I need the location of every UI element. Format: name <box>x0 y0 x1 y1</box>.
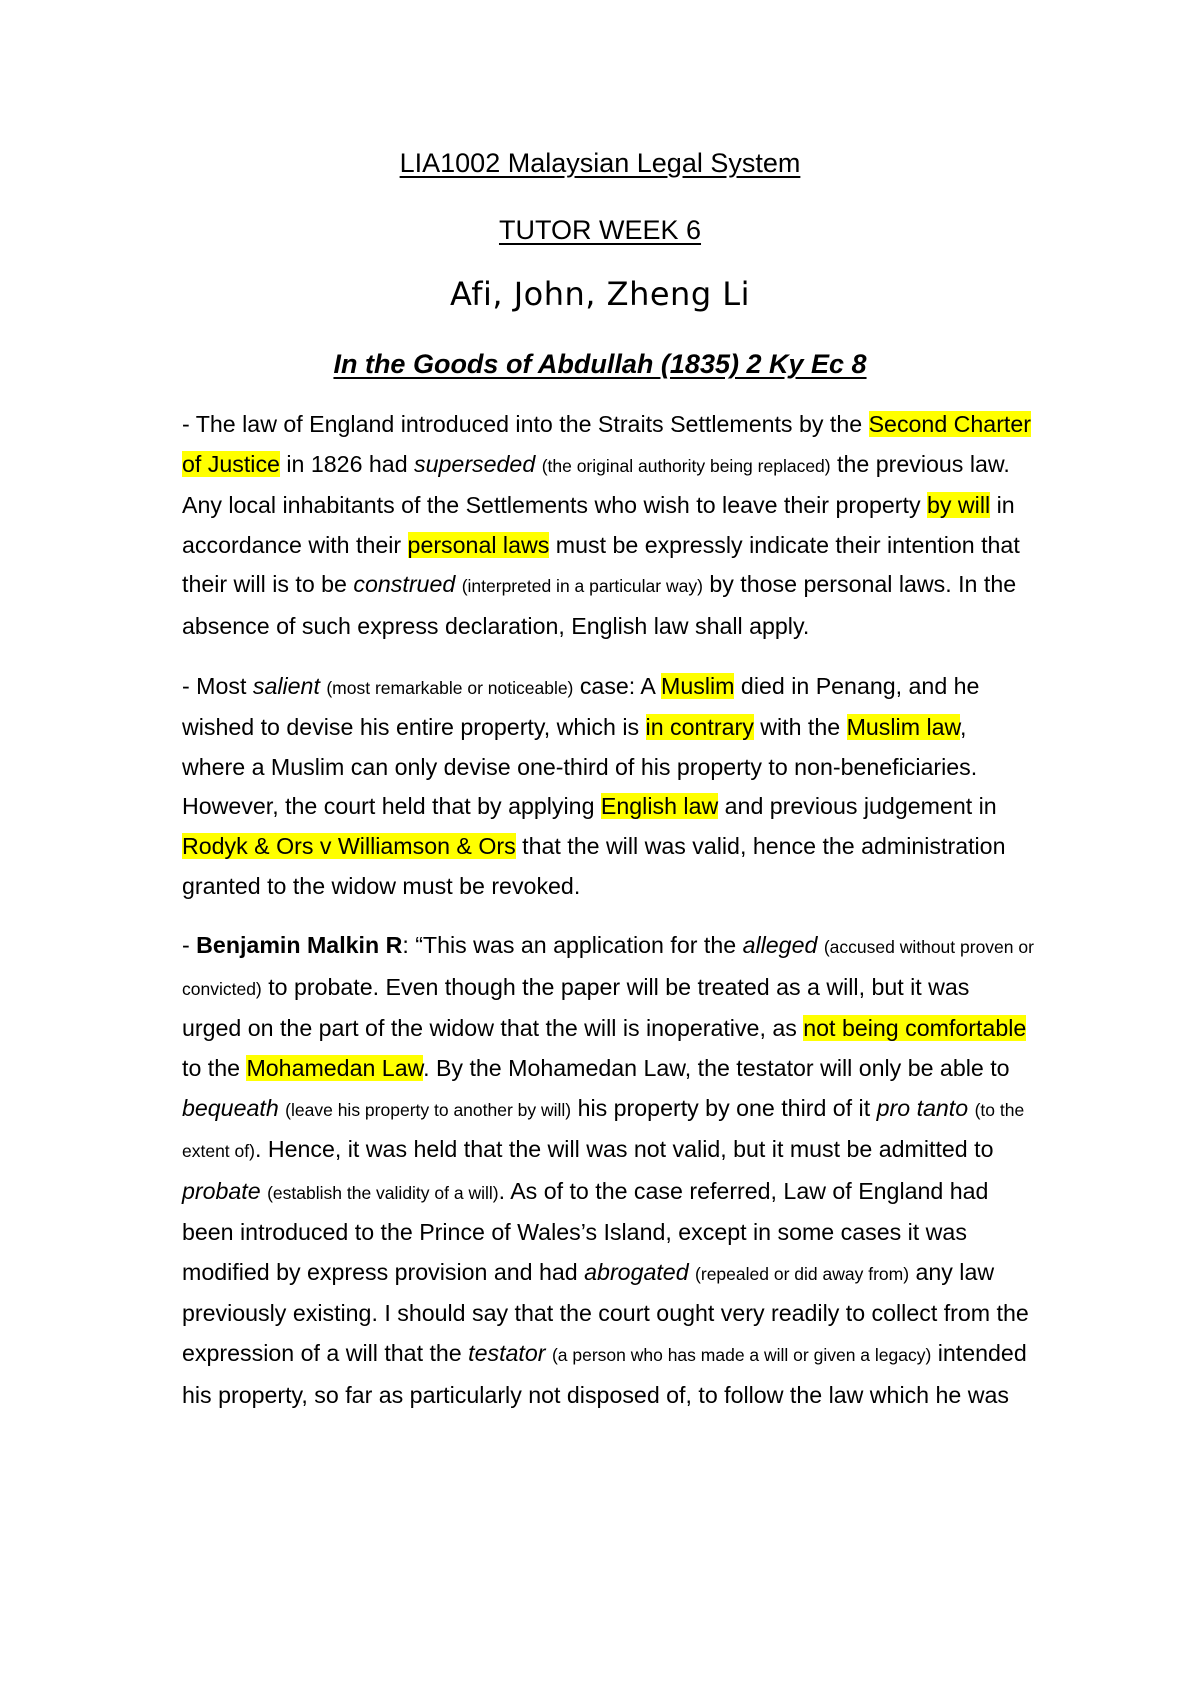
italic-term: probate <box>182 1177 261 1204</box>
document-body <box>182 405 1034 1435</box>
text-run: intended his property, so far as particularly not disposed of, to follow the law which he was <box>182 1340 1027 1408</box>
italic-term: construed <box>353 571 456 598</box>
text-run: - Most <box>182 672 253 699</box>
text-run: in 1826 had <box>279 450 415 477</box>
paragraph-charter-of-justice <box>182 405 1034 647</box>
gloss-note: (a person who has made a will or given a legacy) <box>551 1345 932 1366</box>
text-run: - The law of England introduced into the Straits Settlements by the <box>182 411 869 437</box>
italic-term: pro tanto <box>876 1094 969 1121</box>
text-run: - <box>182 932 197 959</box>
text-run: that the will was valid, hence the administration granted to the widow must be revoked. <box>182 832 1006 899</box>
text-run: the previous law. Any local inhabitants of the Settlements who wish to leave their property <box>182 450 1010 519</box>
paragraph-benjamin-malkin <box>182 926 1034 1415</box>
text-run: in accordance with their <box>182 492 1015 558</box>
text-run: . Hence, it was held that the will was not valid, but it must be admitted to <box>254 1136 994 1163</box>
text-run: with the <box>753 714 847 741</box>
gloss-note: (to the extent of) <box>182 1099 1025 1162</box>
gloss-note: (establish the validity of a will) <box>267 1182 499 1203</box>
tutor-week-heading: TUTOR WEEK 6 <box>498 215 702 245</box>
gloss-note: (interpreted in a particular way) <box>461 576 703 597</box>
italic-term: abrogated <box>584 1258 689 1285</box>
text-run: . As of to the case referred, Law of England had been introduced to the Prince of Wales’s Island, except in some cases it was modified by express provision and had <box>182 1177 989 1285</box>
italic-term: salient <box>252 672 320 699</box>
case-title: In the Goods of Abdullah (1835) 2 Ky Ec 8 <box>333 349 867 379</box>
highlighted-term: English law <box>600 793 719 820</box>
highlighted-term: by will <box>926 492 991 519</box>
authors-line: Afi, John, Zheng Li <box>449 275 751 313</box>
highlighted-term: Mohamedan Law <box>246 1054 424 1081</box>
highlighted-term: in contrary <box>645 714 754 741</box>
highlighted-term: Muslim <box>661 672 735 699</box>
italic-term: testator <box>468 1340 546 1367</box>
text-run: and previous judgement in <box>718 793 997 820</box>
italic-term: superseded <box>414 450 536 477</box>
text-run: case: A <box>573 672 662 699</box>
paragraph-salient-case <box>182 667 1034 907</box>
text-run: his property by one third of it <box>571 1094 877 1121</box>
highlighted-term: Second Charter of Justice <box>182 411 1031 477</box>
text-run: died in Penang, and he wished to devise his entire property, which is <box>182 672 980 741</box>
highlighted-term: not being comfortable <box>803 1015 1027 1042</box>
text-run: : “This was an application for the <box>402 932 743 959</box>
gloss-note: (repealed or did away from) <box>695 1263 910 1284</box>
highlighted-term: Rodyk & Ors v Williamson & Ors <box>182 832 516 859</box>
bold-judge-name: Benjamin Malkin R <box>196 932 403 959</box>
highlighted-term: personal laws <box>407 531 550 558</box>
document-title: LIA1002 Malaysian Legal System <box>399 148 801 178</box>
highlighted-term: Muslim law <box>846 714 960 741</box>
italic-term: alleged <box>742 932 818 959</box>
italic-term: bequeath <box>182 1094 279 1121</box>
text-run: to the <box>182 1054 247 1081</box>
text-run: must be expressly indicate their intention that their will is to be <box>182 531 1020 598</box>
text-run: , where a Muslim can only devise one-third of his property to non-beneficiaries. However, the court held that by applying <box>182 714 978 820</box>
gloss-note: (accused without proven or convicted) <box>182 937 1034 999</box>
text-run: by those personal laws. In the absence of such express declaration, English law shall apply. <box>182 571 1017 639</box>
gloss-note: (most remarkable or noticeable) <box>326 677 574 698</box>
text-run: to probate. Even though the paper will be treated as a will, but it was urged on the part of the widow that the will is inoperative, as <box>182 973 970 1042</box>
gloss-note: (leave his property to another by will) <box>285 1099 572 1120</box>
text-run: any law previously existing. I should say that the court ought very readily to collect from the expression of a will that the <box>182 1258 1029 1367</box>
gloss-note: (the original authority being replaced) <box>541 455 831 476</box>
text-run: . By the Mohamedan Law, the testator will only be able to <box>423 1054 1010 1081</box>
